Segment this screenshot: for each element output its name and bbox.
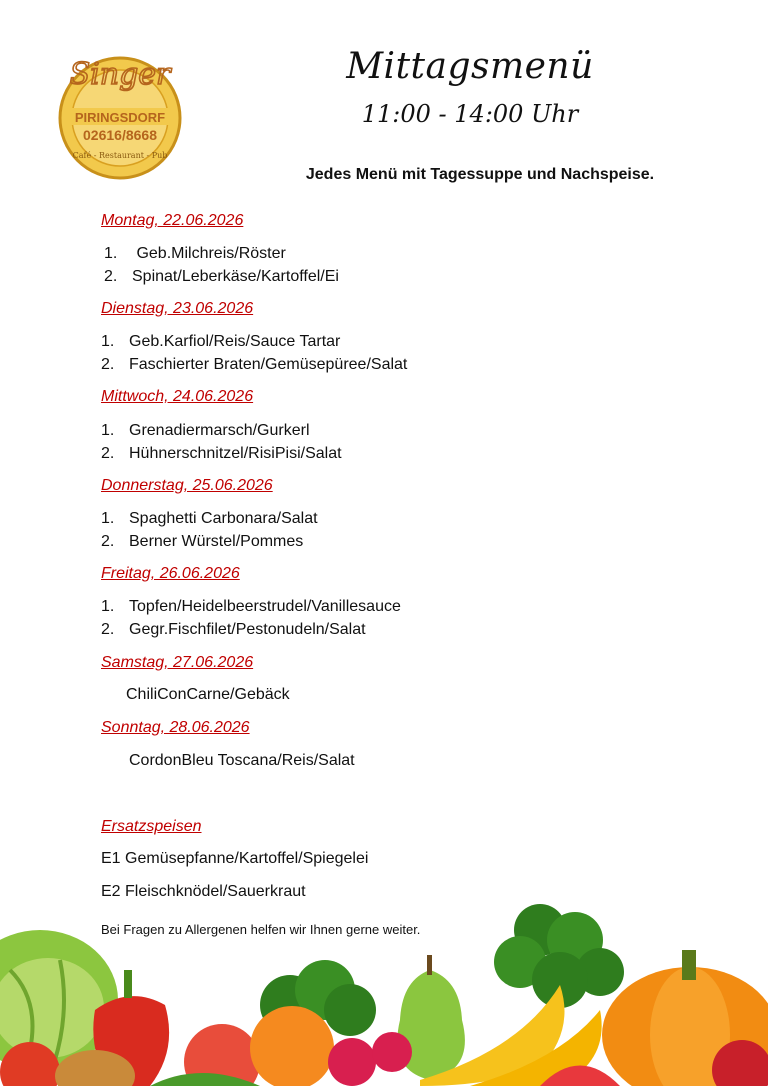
day-heading-samstag: Samstag, 27.06.2026 [101,654,254,671]
day-heading-mittwoch: Mittwoch, 24.06.2026 [101,388,254,405]
restaurant-logo [52,46,188,182]
menu-item: 1. Grenadiermarsch/Gurkerl [101,422,310,439]
menu-item: 2. Gegr.Fischfilet/Pestonudeln/Salat [101,621,366,638]
allergen-note: Bei Fragen zu Allergenen helfen wir Ihnen gerne weiter. [101,922,421,937]
opening-hours: 11:00 - 14:00 Uhr [361,100,579,128]
day-heading-freitag: Freitag, 26.06.2026 [101,565,240,582]
menu-item: 1. Spaghetti Carbonara/Salat [101,510,318,527]
logo-place: PIRINGSDORF [74,110,166,125]
menu-item: ChiliConCarne/Gebäck [126,686,290,703]
ersatz-heading: Ersatzspeisen [101,818,202,835]
menu-item: CordonBleu Toscana/Reis/Salat [129,752,355,769]
ersatz-item: E1 Gemüsepfanne/Kartoffel/Spiegelei [101,850,369,867]
day-heading-montag: Montag, 22.06.2026 [101,212,244,229]
radish-icon [328,1038,376,1086]
menu-subtitle: Jedes Menü mit Tagessuppe und Nachspeise. [305,166,655,183]
day-heading-donnerstag: Donnerstag, 25.06.2026 [101,477,273,494]
vegetables-illustration [0,900,768,1086]
menu-item: 1. Topfen/Heidelbeerstrudel/Vanillesauce [101,598,401,615]
logo-brand: Singer [69,57,171,92]
menu-item: 2. Spinat/Leberkäse/Kartoffel/Ei [104,268,339,285]
day-heading-dienstag: Dienstag, 23.06.2026 [101,300,254,317]
logo-phone: 02616/8668 [83,127,157,143]
day-heading-sonntag: Sonntag, 28.06.2026 [101,719,250,736]
radish-icon [372,1032,412,1072]
ersatz-item: E2 Fleischknödel/Sauerkraut [101,883,306,900]
menu-item: 1. Geb.Milchreis/Röster [104,245,286,262]
logo-tagline: Café - Restaurant - Pub [72,151,168,160]
menu-item: 2. Hühnerschnitzel/RisiPisi/Salat [101,445,342,462]
menu-item: 2. Faschierter Braten/Gemüsepüree/Salat [101,356,408,373]
menu-title: Mittagsmenü [346,46,594,87]
menu-item: 1. Geb.Karfiol/Reis/Sauce Tartar [101,333,341,350]
menu-item: 2. Berner Würstel/Pommes [101,533,304,550]
